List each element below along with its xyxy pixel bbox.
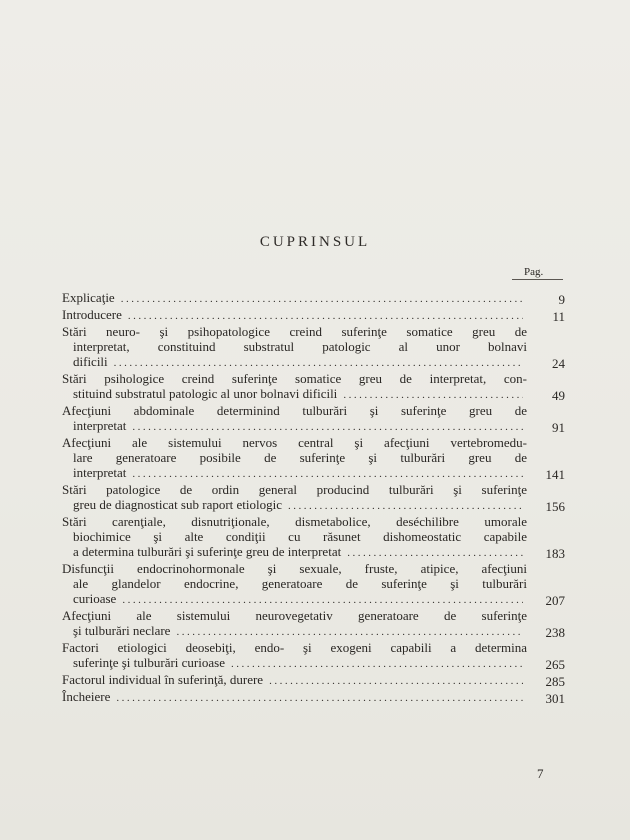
page-title: CUPRINSUL <box>259 234 371 250</box>
dot-leader <box>122 593 523 608</box>
dot-leader <box>116 691 523 706</box>
toc-entry <box>62 689 565 706</box>
dot-leader <box>176 625 523 640</box>
dot-leader <box>269 674 523 689</box>
dot-leader <box>114 356 523 371</box>
toc-entry-text: curioase <box>73 591 117 606</box>
toc-entry-page: 238 <box>545 625 565 640</box>
dot-leader <box>132 467 523 482</box>
table-of-contents <box>62 290 565 706</box>
toc-entry <box>62 324 565 371</box>
toc-entry-text: Introducere <box>62 307 122 322</box>
toc-entry-text: suferinţe şi tulburări curioase <box>73 655 225 670</box>
toc-entry <box>62 435 565 482</box>
toc-entry-text: Încheiere <box>62 689 111 704</box>
toc-entry-text: Stări neuro- şi psihopatologice creind suferinţe somatice greu de <box>62 324 527 339</box>
dot-leader <box>132 420 523 435</box>
toc-entry-page: 207 <box>545 593 565 608</box>
toc-entry-text: şi tulburări neclare <box>73 623 171 638</box>
toc-entry-page: 11 <box>552 309 565 324</box>
toc-entry-text: Afecţiuni ale sistemului nervos central şi afecţiuni vertebromedu- <box>62 435 527 450</box>
toc-entry-text: lare generatoare posibile de suferinţe şi tulburări greu de <box>73 450 527 465</box>
toc-entry <box>62 482 565 514</box>
toc-entry <box>62 371 565 403</box>
toc-entry <box>62 290 565 307</box>
toc-entry-text: Explicaţie <box>62 290 115 305</box>
toc-entry-text: a determina tulburări şi suferinţe greu de interpretat <box>73 544 342 559</box>
dot-leader <box>231 657 523 672</box>
toc-entry <box>62 514 565 561</box>
toc-entry-text: interpretat <box>73 418 127 433</box>
page-number: 7 <box>537 766 544 781</box>
toc-entry-text: Disfuncţii endocrinohormonale şi sexuale, fruste, atipice, afecţiuni <box>62 561 527 576</box>
toc-entry <box>62 561 565 608</box>
dot-leader <box>128 309 523 324</box>
toc-entry-page: 24 <box>552 356 565 371</box>
toc-entry-page: 183 <box>545 546 565 561</box>
toc-entry-text: greu de diagnosticat sub raport etiologic <box>73 497 283 512</box>
toc-entry <box>62 307 565 324</box>
toc-entry-text: Factori etiologici deosebiţi, endo- şi exogeni capabili a determina <box>62 640 527 655</box>
toc-entry-text: Factorul individual în suferinţă, durere <box>62 672 264 687</box>
toc-entry-page: 49 <box>552 388 565 403</box>
toc-entry-page: 9 <box>558 292 565 307</box>
toc-entry-text: interpretat <box>73 465 127 480</box>
dot-leader <box>343 388 523 403</box>
toc-entry <box>62 608 565 640</box>
toc-entry-text: Stări carenţiale, disnutriţionale, dismetabolice, deséchilibre umorale <box>62 514 527 529</box>
page-column-label: Pag. <box>524 266 544 278</box>
toc-entry-text: Afecţiuni abdominale determinind tulburări şi suferinţe greu de <box>62 403 527 418</box>
toc-entry-page: 156 <box>545 499 565 514</box>
toc-entry-text: Afecţiuni ale sistemului neurovegetativ generatoare de suferinţe <box>62 608 527 623</box>
toc-entry <box>62 640 565 672</box>
toc-entry-text: Stări psihologice creind suferinţe somatice greu de interpretat, con- <box>62 371 527 386</box>
toc-entry-text: stituind substratul patologic al unor bolnavi dificili <box>73 386 338 401</box>
toc-entry <box>62 672 565 689</box>
toc-entry-text: ale glandelor endocrine, generatoare de suferinţe şi tulburări <box>73 576 527 591</box>
dot-leader <box>121 292 523 307</box>
toc-entry-text: biochimice şi alte condiţii cu răsunet dishomeostatic capabile <box>73 529 527 544</box>
toc-entry <box>62 403 565 435</box>
dot-leader <box>347 546 523 561</box>
toc-entry-text: Stări patologice de ordin general producind tulburări şi suferinţe <box>62 482 527 497</box>
page-column-rule <box>512 279 563 280</box>
toc-entry-page: 285 <box>545 674 565 689</box>
toc-entry-text: dificili <box>73 354 108 369</box>
toc-entry-text: interpretat, constituind substratul patologic al unor bolnavi <box>73 339 527 354</box>
toc-entry-page: 265 <box>545 657 565 672</box>
toc-entry-page: 301 <box>545 691 565 706</box>
toc-entry-page: 141 <box>545 467 565 482</box>
dot-leader <box>288 499 523 514</box>
toc-entry-page: 91 <box>552 420 565 435</box>
